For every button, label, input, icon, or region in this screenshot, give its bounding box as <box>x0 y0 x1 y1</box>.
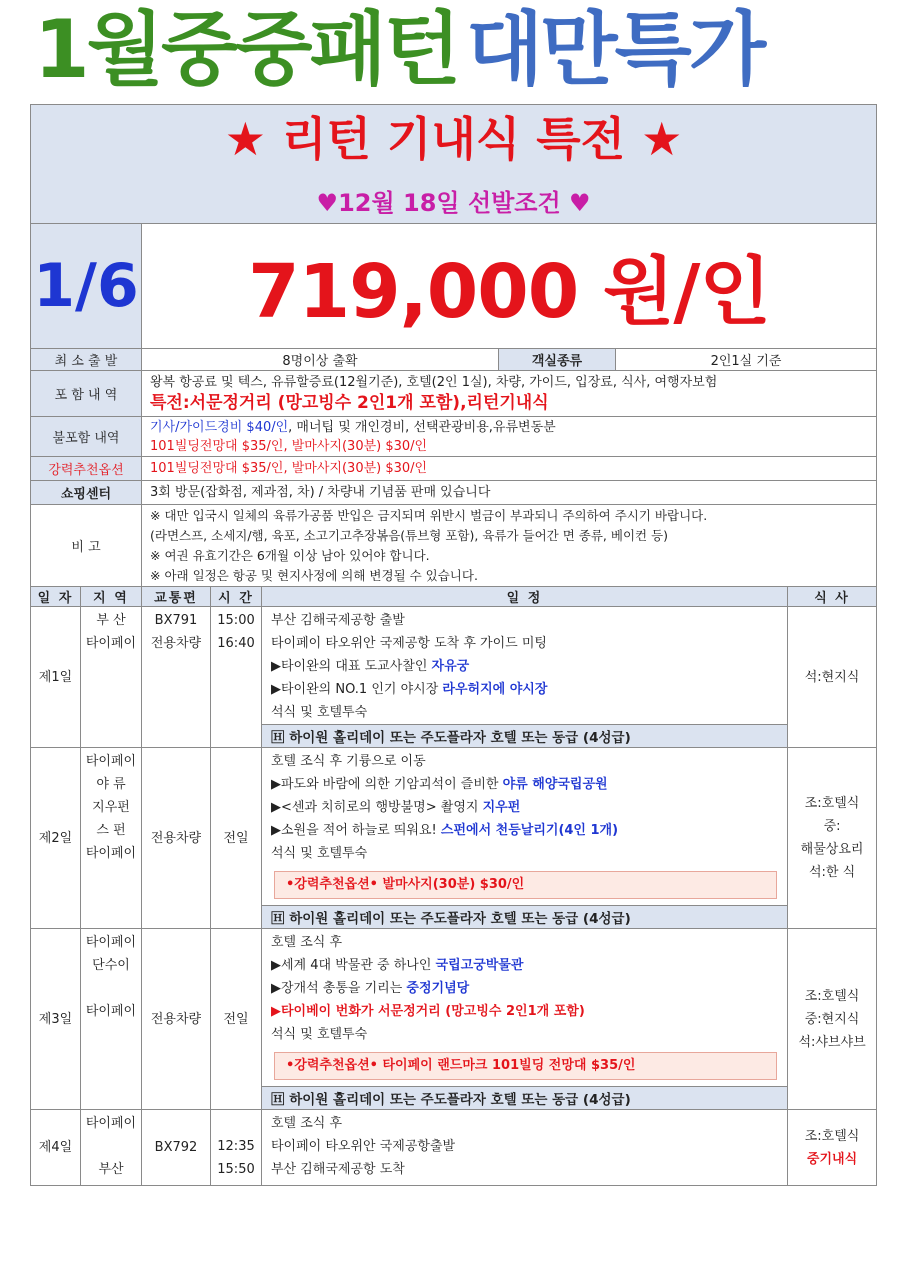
min-value: 8명이상 출확 <box>142 349 499 371</box>
day-regions <box>81 748 142 929</box>
region: 단수이 <box>92 958 130 973</box>
text: ▶<센과 치히로의 행방불명> 촬영지 <box>271 800 483 815</box>
day-meals <box>788 607 877 748</box>
day-regions <box>81 1110 142 1186</box>
day-transport: 전용차량 <box>142 748 211 929</box>
day-regions <box>81 607 142 748</box>
note-line: (라면스프, 소세지/햄, 육포, 소고기고추장볶음(튜브형 포함), 육류가 들어간 면 종류, 베이컨 등) <box>150 527 669 543</box>
schedule-line <box>271 819 787 842</box>
schedule-line: 석식 및 호텔투숙 <box>271 846 368 861</box>
region: 부산 <box>98 1162 124 1177</box>
excluded-options: 101빌딩전망대 $35/인, 발마사지(30분) $30/인 <box>150 438 428 454</box>
schedule-line: 부산 김해국제공항 출발 <box>271 613 405 628</box>
hotel-info: 🄷 하이원 홀리데이 또는 주도플라자 호텔 또는 동급 (4성급) <box>262 725 788 748</box>
highlight: 자유궁 <box>431 659 470 674</box>
included-value <box>142 371 877 417</box>
excluded-value <box>142 417 877 457</box>
day-transport <box>142 607 211 748</box>
text: ▶세계 4대 박물관 중 하나인 <box>271 958 436 973</box>
day-transport: 전용차량 <box>142 929 211 1110</box>
col-schedule: 일 정 <box>262 587 788 607</box>
day-times <box>211 1110 262 1186</box>
page-title: ★ 리턴 기내식 특전 ★ <box>224 112 683 166</box>
schedule-line: 석식 및 호텔투숙 <box>271 705 368 720</box>
schedule-line <box>271 773 787 796</box>
day-meals <box>788 748 877 929</box>
schedule-line <box>271 954 787 977</box>
included-line: 왕복 항공료 및 텍스, 유류할증료(12월기준), 호텔(2인 1실), 차량, 가이드, 입장료, 식사, 여행자보험 <box>150 375 718 390</box>
highlight: 라우허지에 야시장 <box>442 682 548 697</box>
min-label: 최 소 출 발 <box>31 349 142 371</box>
notes-label: 비 고 <box>31 505 142 587</box>
day-regions <box>81 929 142 1110</box>
meal: 중: <box>823 819 841 834</box>
region: 타이페이 <box>85 935 137 950</box>
col-transport: 교통편 <box>142 587 211 607</box>
day-label: 제1일 <box>31 607 81 748</box>
vehicle: 전용차량 <box>150 636 202 651</box>
meal-inflight: 중기내식 <box>806 1151 858 1167</box>
included-special: 특전:서문정거리 (망고빙수 2인1개 포함),리턴기내식 <box>150 393 549 413</box>
meal: 중:현지식 <box>804 1011 860 1027</box>
day-label: 제3일 <box>31 929 81 1110</box>
day-schedule <box>262 929 788 1087</box>
included-label: 포 함 내 역 <box>31 371 142 417</box>
price: 719,000 원/인 <box>142 224 877 349</box>
day-transport: BX792 <box>142 1110 211 1186</box>
col-region: 지 역 <box>81 587 142 607</box>
hotel-info: 🄷 하이원 홀리데이 또는 주도플라자 호텔 또는 동급 (4성급) <box>262 906 788 929</box>
schedule-line: 부산 김해국제공항 도착 <box>271 1162 405 1177</box>
highlight: 중정기념당 <box>406 981 470 996</box>
notes-value <box>142 505 877 587</box>
schedule-line: 호텔 조식 후 <box>271 935 343 950</box>
highlight: 야류 해양국립공원 <box>502 777 608 792</box>
meal: 조:호텔식 <box>804 796 860 811</box>
guide-fee: 기사/가이드경비 $40/인 <box>150 419 289 435</box>
promo-banner <box>0 0 905 104</box>
text: ▶소원을 적어 하늘로 띄워요! <box>271 823 441 838</box>
region: 부 산 <box>96 613 126 628</box>
departure-date: 1/6 <box>31 224 142 349</box>
note-line: ※ 대만 입국시 일체의 육류가공품 반입은 금지되며 위반시 벌금이 부과되니 주의하여 주시기 바랍니다. <box>150 507 708 523</box>
schedule-line <box>271 977 787 1000</box>
options-label: 강력추천옵션 <box>31 457 142 481</box>
schedule-line <box>271 655 787 678</box>
day-label: 제4일 <box>31 1110 81 1186</box>
shopping-value: 3회 방문(잡화점, 제과점, 차) / 차량내 기념품 판매 있습니다 <box>142 481 877 505</box>
day-label: 제2일 <box>31 748 81 929</box>
shopping-label: 쇼핑센터 <box>31 481 142 505</box>
text: ▶장개석 총통을 기리는 <box>271 981 407 996</box>
meal: 석:샤브샤브 <box>798 1034 866 1050</box>
meal: 해물상요리 <box>800 842 864 857</box>
text: ▶파도와 바람에 의한 기암괴석이 즐비한 <box>271 777 503 792</box>
time: 12:35 <box>217 1139 255 1154</box>
tour-table <box>30 104 877 1186</box>
day-meals <box>788 929 877 1110</box>
flight: BX791 <box>154 613 198 628</box>
meal: 조:호텔식 <box>804 988 860 1004</box>
banner-title-green: 1월중중패턴 <box>34 3 459 96</box>
room-value: 2인1실 기준 <box>616 349 877 371</box>
highlight: 국립고궁박물관 <box>435 958 524 973</box>
schedule-line: 타이페이 타오위안 국제공항 도착 후 가이드 미팅 <box>271 636 547 651</box>
region: 지우펀 <box>92 800 130 815</box>
day-schedule <box>262 1110 788 1186</box>
title-box <box>31 105 877 224</box>
region: 스 펀 <box>96 823 126 838</box>
day-times: 전일 <box>211 748 262 929</box>
note-line: ※ 여권 유효기간은 6개월 이상 남아 있어야 합니다. <box>150 547 430 563</box>
schedule-line <box>271 796 787 819</box>
col-time: 시 간 <box>211 587 262 607</box>
schedule-line: 석식 및 호텔투숙 <box>271 1027 368 1042</box>
day-schedule <box>262 748 788 906</box>
region: 타이페이 <box>85 754 137 769</box>
meal: 조:호텔식 <box>804 1128 860 1144</box>
region: 타이페이 <box>85 636 137 651</box>
region: 야 류 <box>96 777 126 792</box>
time: 16:40 <box>217 636 255 651</box>
room-label: 객실종류 <box>499 349 616 371</box>
option-box: •강력추천옵션• 타이페이 랜드마크 101빌딩 전망대 $35/인 <box>274 1052 777 1080</box>
time: 15:50 <box>217 1162 255 1177</box>
note-line: ※ 아래 일정은 항공 및 현지사정에 의해 변경될 수 있습니다. <box>150 567 478 583</box>
text: ▶타이완의 NO.1 인기 야시장 <box>271 682 443 697</box>
excluded-label: 불포함 내역 <box>31 417 142 457</box>
schedule-line: 호텔 조식 후 기륭으로 이동 <box>271 754 426 769</box>
highlight: 스펀에서 천등날리기(4인 1개) <box>440 823 619 838</box>
options-value: 101빌딩전망대 $35/인, 발마사지(30분) $30/인 <box>142 457 877 481</box>
time: 15:00 <box>217 613 255 628</box>
page-subtitle: ♥12월 18일 선발조건 ♥ <box>316 189 591 217</box>
day-times: 전일 <box>211 929 262 1110</box>
highlight: 지우펀 <box>482 800 521 815</box>
col-meal: 식 사 <box>788 587 877 607</box>
meal: 석:한 식 <box>808 865 856 880</box>
text: ▶타이완의 대표 도교사찰인 <box>271 659 432 674</box>
day-schedule <box>262 607 788 725</box>
banner-title-blue: 대만특가 <box>466 3 764 96</box>
col-day: 일 자 <box>31 587 81 607</box>
meal: 석:현지식 <box>804 669 860 685</box>
day-times <box>211 607 262 748</box>
schedule-line: ▶타이베이 번화가 서문정거리 (망고빙수 2인1개 포함) <box>271 1004 585 1019</box>
schedule-line: 호텔 조식 후 <box>271 1116 343 1131</box>
day-meals <box>788 1110 877 1186</box>
schedule-line: 타이페이 타오위안 국제공항출발 <box>271 1139 456 1154</box>
region: 타이페이 <box>85 846 137 861</box>
schedule-line <box>271 678 787 701</box>
region: 타이페이 <box>85 1116 137 1131</box>
region: 타이페이 <box>85 1004 137 1019</box>
excluded-rest: , 매너팁 및 개인경비, 선택관광비용,유류변동분 <box>288 419 556 435</box>
hotel-info: 🄷 하이원 홀리데이 또는 주도플라자 호텔 또는 동급 (4성급) <box>262 1087 788 1110</box>
option-box: •강력추천옵션• 발마사지(30분) $30/인 <box>274 871 777 899</box>
